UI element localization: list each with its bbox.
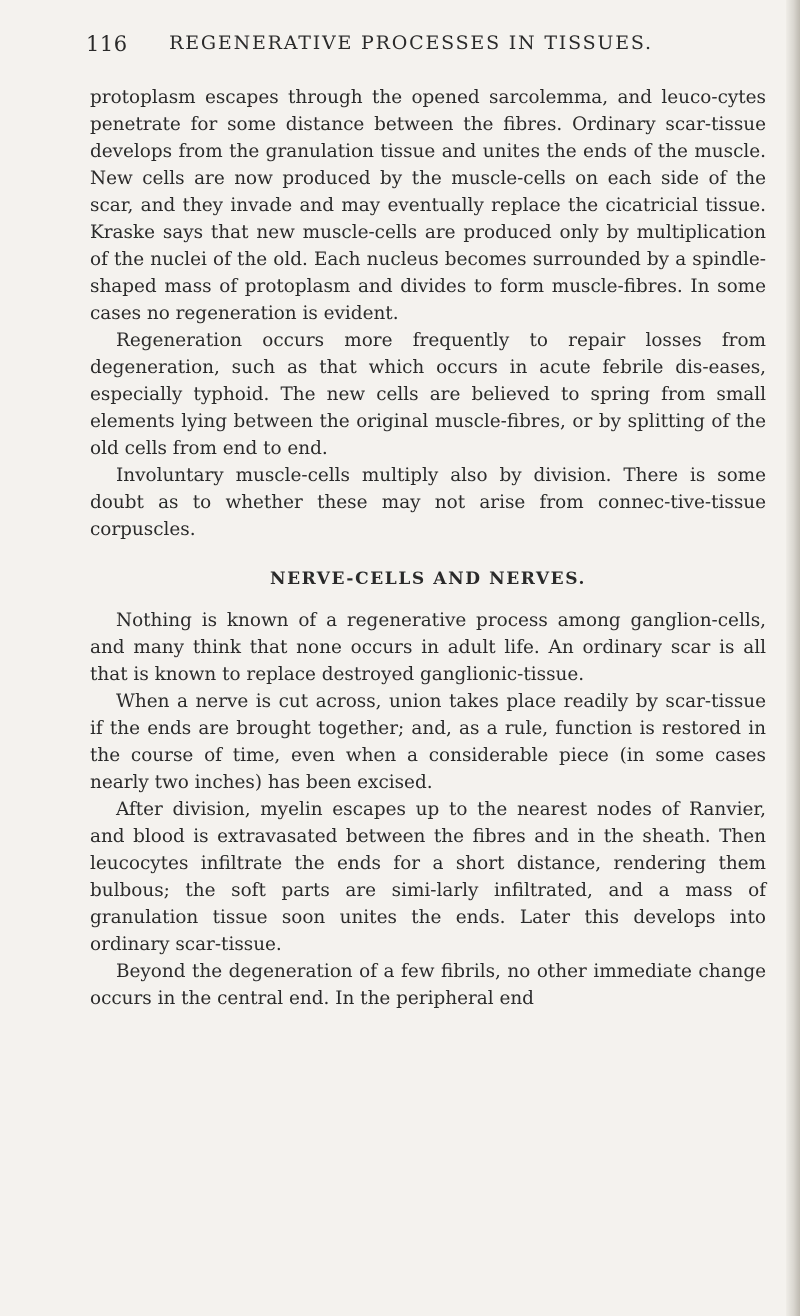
section-heading: NERVE-CELLS AND NERVES. xyxy=(269,569,587,589)
running-header xyxy=(86,32,766,64)
paragraph: protoplasm escapes through the opened sarcolemma, and leuco-cytes penetrate for some distance between the fibres. Ordinary scar-tissue develops from the granulation tissue and unites the ends of the muscle. New cells are now produced by the muscle-cells on each side of the scar, and they invade and may eventually replace the cicatricial tissue. Kraske says that new muscle-cells are produced only by multiplication of the nuclei of the old. Each nucleus becomes surrounded by a spindle-shaped mass of protoplasm and divides to form muscle-fibres. In some cases no regeneration is evident. xyxy=(90,87,766,324)
paragraph: Involuntary muscle-cells multiply also by division. There is some doubt as to whether these may not arise from connec-tive-tissue corpuscles. xyxy=(90,465,766,540)
paragraph: When a nerve is cut across, union takes place readily by scar-tissue if the ends are brought together; and, as a rule, function is restored in the course of time, even when a considerable piece (in some cases nearly two inches) has been excised. xyxy=(90,691,766,793)
running-title: REGENERATIVE PROCESSES IN TISSUES. xyxy=(169,32,653,54)
paragraph: Nothing is known of a regenerative process among ganglion-cells, and many think that none occurs in adult life. An ordinary scar is all that is known to replace destroyed ganglionic-tissue. xyxy=(90,610,766,685)
body-text xyxy=(90,84,766,1012)
page-edge-shadow xyxy=(786,0,800,1316)
page-number: 116 xyxy=(86,32,128,56)
paragraph: Regeneration occurs more frequently to repair losses from degeneration, such as that which occurs in acute febrile dis-eases, especially typhoid. The new cells are believed to spring from small elements lying between the original muscle-fibres, or by splitting of the old cells from end to end. xyxy=(90,330,766,459)
paragraph: After division, myelin escapes up to the nearest nodes of Ranvier, and blood is extravasated between the fibres and in the sheath. Then leucocytes infiltrate the ends for a short distance, rendering them bulbous; the soft parts are simi-larly infiltrated, and a mass of granulation tissue soon unites the ends. Later this develops into ordinary scar-tissue. xyxy=(90,799,766,955)
paragraph: Beyond the degeneration of a few fibrils, no other immediate change occurs in the central end. In the peripheral end xyxy=(90,961,766,1009)
